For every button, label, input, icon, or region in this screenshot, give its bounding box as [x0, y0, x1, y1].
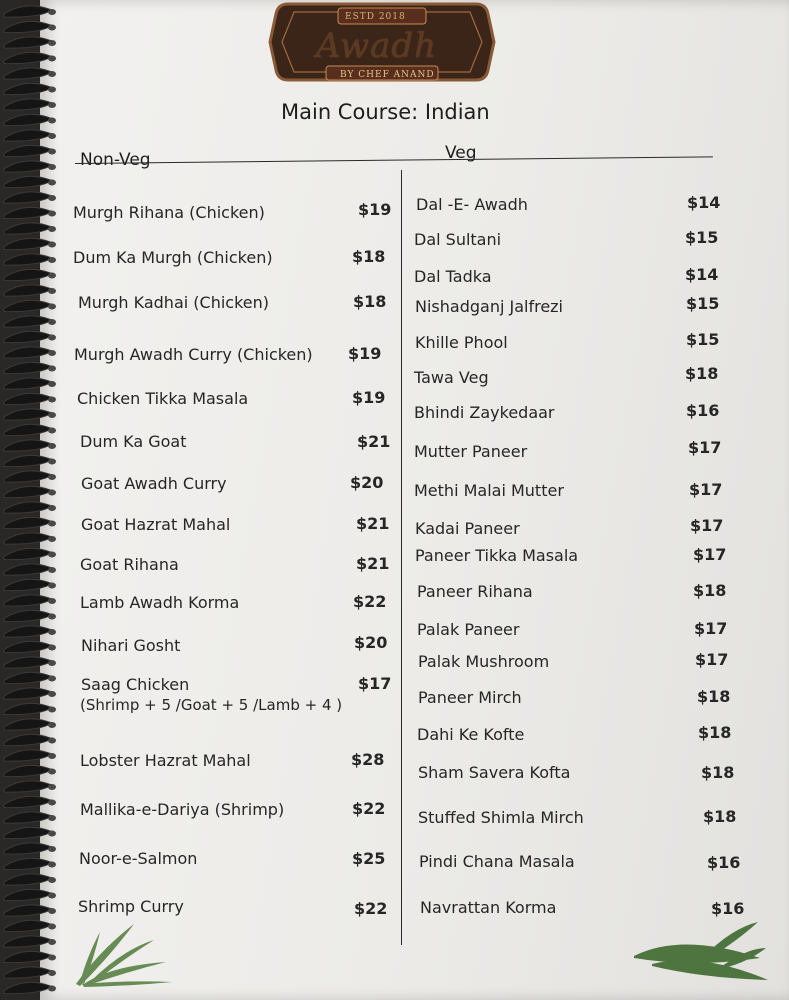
- veg-item-price: $18: [697, 687, 731, 706]
- binding-coil: [4, 362, 52, 373]
- binding-coil: [4, 781, 52, 792]
- binding-hole: [48, 459, 56, 465]
- binding-coil: [4, 688, 52, 699]
- nonveg-item-price: $22: [352, 799, 386, 818]
- column-divider: [401, 170, 402, 945]
- veg-item-price: $16: [707, 853, 741, 872]
- veg-item-name: Kadai Paneer: [415, 519, 520, 538]
- binding-hole: [48, 614, 56, 620]
- binding-hole: [48, 660, 56, 666]
- binding-coil: [4, 843, 52, 854]
- binding-coil: [4, 316, 52, 327]
- binding-hole: [48, 149, 56, 155]
- binding-coil: [4, 21, 52, 32]
- binding-coil: [4, 409, 52, 420]
- veg-item-price: $18: [698, 723, 732, 742]
- veg-item-name: Dal Tadka: [414, 267, 492, 286]
- nonveg-item-name: Dum Ka Murgh (Chicken): [73, 248, 273, 267]
- binding-hole: [48, 273, 56, 279]
- veg-item-name: Pindi Chana Masala: [419, 852, 575, 871]
- binding-coil: [4, 269, 52, 280]
- binding-hole: [48, 335, 56, 341]
- nonveg-item-price: $28: [351, 750, 385, 769]
- binding-hole: [48, 474, 56, 480]
- binding-coil: [4, 99, 52, 110]
- binding-hole: [48, 552, 56, 558]
- binding-coil: [4, 905, 52, 916]
- binding-hole: [48, 102, 56, 108]
- nonveg-item-name: Saag Chicken: [81, 675, 190, 694]
- veg-item-price: $17: [695, 650, 729, 669]
- veg-item-price: $14: [685, 265, 719, 284]
- binding-hole: [48, 970, 56, 976]
- binding-hole: [48, 366, 56, 372]
- binding-hole: [48, 986, 56, 992]
- binding-coil: [4, 967, 52, 978]
- nonveg-item-price: $21: [357, 432, 391, 451]
- veg-item-name: Bhindi Zaykedaar: [414, 403, 555, 422]
- binding-coil: [4, 626, 52, 637]
- binding-hole: [48, 784, 56, 790]
- veg-item-name: Palak Paneer: [417, 620, 520, 639]
- nonveg-item-price: $19: [348, 344, 382, 363]
- binding-coil: [4, 145, 52, 156]
- binding-hole: [48, 846, 56, 852]
- binding-coil: [4, 579, 52, 590]
- binding-hole: [48, 490, 56, 496]
- binding-coil: [4, 161, 52, 172]
- veg-item-name: Sham Savera Kofta: [418, 763, 571, 782]
- binding-hole: [48, 769, 56, 775]
- veg-item-name: Stuffed Shimla Mirch: [418, 808, 584, 827]
- binding-hole: [48, 908, 56, 914]
- nonveg-item-price: $19: [358, 200, 392, 219]
- veg-item-price: $16: [711, 899, 745, 918]
- binding-hole: [48, 211, 56, 217]
- binding-coil: [4, 471, 52, 482]
- binding-coil: [4, 347, 52, 358]
- nonveg-item-name: Dum Ka Goat: [80, 432, 187, 451]
- binding-hole: [48, 350, 56, 356]
- binding-hole: [48, 9, 56, 15]
- binding-coil: [4, 765, 52, 776]
- binding-coil: [4, 812, 52, 823]
- binding-hole: [48, 428, 56, 434]
- binding-coil: [4, 223, 52, 234]
- nonveg-item-price: $22: [353, 592, 387, 611]
- binding-hole: [48, 645, 56, 651]
- nonveg-item-name: Goat Rihana: [80, 555, 179, 574]
- binding-coil: [4, 951, 52, 962]
- binding-hole: [48, 443, 56, 449]
- veg-heading: Veg: [445, 143, 477, 163]
- binding-hole: [48, 412, 56, 418]
- binding-coil: [4, 285, 52, 296]
- binding-hole: [48, 304, 56, 310]
- binding-hole: [48, 862, 56, 868]
- binding-coil: [4, 719, 52, 730]
- logo-name-text: Awadh: [316, 26, 438, 66]
- binding-hole: [48, 939, 56, 945]
- binding-coil: [4, 37, 52, 48]
- binding-coil: [4, 874, 52, 885]
- nonveg-item-name: Lobster Hazrat Mahal: [80, 751, 251, 770]
- nonveg-item-name: Lamb Awadh Korma: [80, 593, 240, 612]
- leaf-decoration-left-icon: [70, 910, 180, 990]
- binding-hole: [48, 195, 56, 201]
- veg-item-name: Dahi Ke Kofte: [417, 725, 525, 744]
- veg-item-name: Navrattan Korma: [420, 898, 557, 917]
- nonveg-item-name: Mallika-e-Dariya (Shrimp): [80, 800, 285, 819]
- nonveg-item-name: Chicken Tikka Masala: [77, 389, 249, 408]
- binding-coil: [4, 440, 52, 451]
- binding-coil: [4, 83, 52, 94]
- binding-coil: [4, 68, 52, 79]
- nonveg-item-price: $20: [350, 473, 384, 492]
- nonveg-item-price: $25: [352, 849, 386, 868]
- binding-coil: [4, 610, 52, 621]
- binding-hole: [48, 521, 56, 527]
- nonveg-item-name: Murgh Rihana (Chicken): [73, 203, 265, 222]
- nonveg-item-note: (Shrimp + 5 /Goat + 5 /Lamb + 4 ): [80, 696, 343, 714]
- veg-item-price: $18: [703, 807, 737, 826]
- binding-hole: [48, 319, 56, 325]
- binding-coil: [4, 564, 52, 575]
- veg-item-price: $18: [693, 581, 727, 600]
- veg-item-price: $14: [687, 193, 721, 212]
- nonveg-item-price: $22: [354, 899, 388, 918]
- binding-coil: [4, 703, 52, 714]
- veg-item-price: $18: [701, 763, 735, 782]
- binding-coil: [4, 176, 52, 187]
- binding-hole: [48, 381, 56, 387]
- binding-coil: [4, 502, 52, 513]
- binding-coil: [4, 595, 52, 606]
- veg-item-price: $15: [686, 294, 720, 313]
- nonveg-item-price: $19: [352, 388, 386, 407]
- binding-coil: [4, 300, 52, 311]
- spiral-binding: [0, 0, 62, 1000]
- veg-item-price: $17: [689, 480, 723, 499]
- nonveg-item-name: Goat Hazrat Mahal: [81, 515, 231, 534]
- binding-coil: [4, 52, 52, 63]
- binding-coil: [4, 486, 52, 497]
- binding-hole: [48, 71, 56, 77]
- nonveg-item-name: Murgh Kadhai (Chicken): [78, 293, 269, 312]
- binding-hole: [48, 753, 56, 759]
- nonveg-item-name: Shrimp Curry: [78, 897, 184, 916]
- nonveg-item-price: $17: [358, 674, 392, 693]
- binding-hole: [48, 288, 56, 294]
- binding-hole: [48, 505, 56, 511]
- binding-hole: [48, 691, 56, 697]
- binding-hole: [48, 25, 56, 31]
- binding-hole: [48, 133, 56, 139]
- binding-hole: [48, 955, 56, 961]
- nonveg-item-name: Noor-e-Salmon: [79, 849, 198, 868]
- nonveg-item-price: $21: [356, 554, 390, 573]
- veg-item-name: Khille Phool: [415, 333, 508, 352]
- binding-hole: [48, 707, 56, 713]
- binding-hole: [48, 893, 56, 899]
- binding-coil: [4, 331, 52, 342]
- binding-coil: [4, 424, 52, 435]
- veg-item-name: Mutter Paneer: [414, 442, 528, 461]
- binding-hole: [48, 180, 56, 186]
- binding-hole: [48, 242, 56, 248]
- binding-hole: [48, 831, 56, 837]
- binding-hole: [48, 226, 56, 232]
- binding-coil: [4, 920, 52, 931]
- veg-item-price: $17: [694, 619, 728, 638]
- binding-coil: [4, 750, 52, 761]
- binding-hole: [48, 397, 56, 403]
- binding-hole: [48, 815, 56, 821]
- veg-item-price: $18: [685, 364, 719, 383]
- binding-coil: [4, 238, 52, 249]
- veg-item-name: Paneer Tikka Masala: [415, 546, 579, 565]
- binding-coil: [4, 455, 52, 466]
- binding-hole: [48, 598, 56, 604]
- binding-coil: [4, 672, 52, 683]
- nonveg-item-price: $18: [353, 292, 387, 311]
- logo-established-text: ESTD 2018: [345, 12, 406, 22]
- veg-item-price: $17: [688, 438, 722, 457]
- veg-item-price: $15: [685, 228, 719, 247]
- binding-coil: [4, 641, 52, 652]
- nonveg-item-price: $20: [354, 633, 388, 652]
- binding-hole: [48, 87, 56, 93]
- binding-hole: [48, 257, 56, 263]
- binding-hole: [48, 56, 56, 62]
- binding-coil: [4, 936, 52, 947]
- binding-coil: [4, 517, 52, 528]
- binding-hole: [48, 877, 56, 883]
- binding-coil: [4, 982, 52, 993]
- veg-item-name: Palak Mushroom: [418, 652, 550, 671]
- binding-hole: [48, 536, 56, 542]
- veg-item-name: Paneer Mirch: [418, 688, 522, 707]
- veg-item-price: $15: [686, 330, 720, 349]
- veg-item-name: Tawa Veg: [414, 368, 489, 387]
- veg-item-name: Dal Sultani: [414, 230, 502, 249]
- binding-hole: [48, 567, 56, 573]
- binding-coil: [4, 889, 52, 900]
- binding-coil: [4, 827, 52, 838]
- nonveg-item-price: $18: [352, 247, 386, 266]
- veg-item-price: $16: [686, 401, 720, 420]
- binding-hole: [48, 924, 56, 930]
- binding-coil: [4, 378, 52, 389]
- binding-coil: [4, 114, 52, 125]
- binding-coil: [4, 207, 52, 218]
- nonveg-item-name: Nihari Gosht: [81, 636, 181, 655]
- binding-coil: [4, 548, 52, 559]
- nonveg-item-name: Goat Awadh Curry: [81, 474, 227, 493]
- binding-hole: [48, 800, 56, 806]
- veg-item-name: Dal -E- Awadh: [416, 195, 528, 214]
- binding-hole: [48, 583, 56, 589]
- nonveg-item-name: Murgh Awadh Curry (Chicken): [74, 345, 313, 364]
- page-title: Main Course: Indian: [281, 100, 490, 124]
- binding-coil: [4, 858, 52, 869]
- binding-coil: [4, 796, 52, 807]
- binding-coil: [4, 192, 52, 203]
- veg-item-name: Methi Malai Mutter: [414, 481, 564, 500]
- leaf-decoration-right-icon: [632, 918, 772, 990]
- binding-coil: [4, 130, 52, 141]
- binding-hole: [48, 118, 56, 124]
- logo-chef-text: BY CHEF ANAND: [340, 70, 435, 80]
- binding-coil: [4, 254, 52, 265]
- binding-hole: [48, 738, 56, 744]
- nonveg-heading: Non-Veg: [80, 150, 151, 170]
- veg-item-price: $17: [693, 545, 727, 564]
- veg-item-name: Nishadganj Jalfrezi: [415, 297, 563, 316]
- binding-hole: [48, 164, 56, 170]
- nonveg-item-price: $21: [356, 514, 390, 533]
- binding-hole: [48, 676, 56, 682]
- binding-coil: [4, 6, 52, 17]
- binding-coil: [4, 734, 52, 745]
- binding-hole: [48, 40, 56, 46]
- binding-coil: [4, 393, 52, 404]
- binding-hole: [48, 629, 56, 635]
- binding-coil: [4, 533, 52, 544]
- veg-item-name: Paneer Rihana: [417, 582, 533, 601]
- veg-item-price: $17: [690, 516, 724, 535]
- binding-hole: [48, 722, 56, 728]
- binding-coil: [4, 657, 52, 668]
